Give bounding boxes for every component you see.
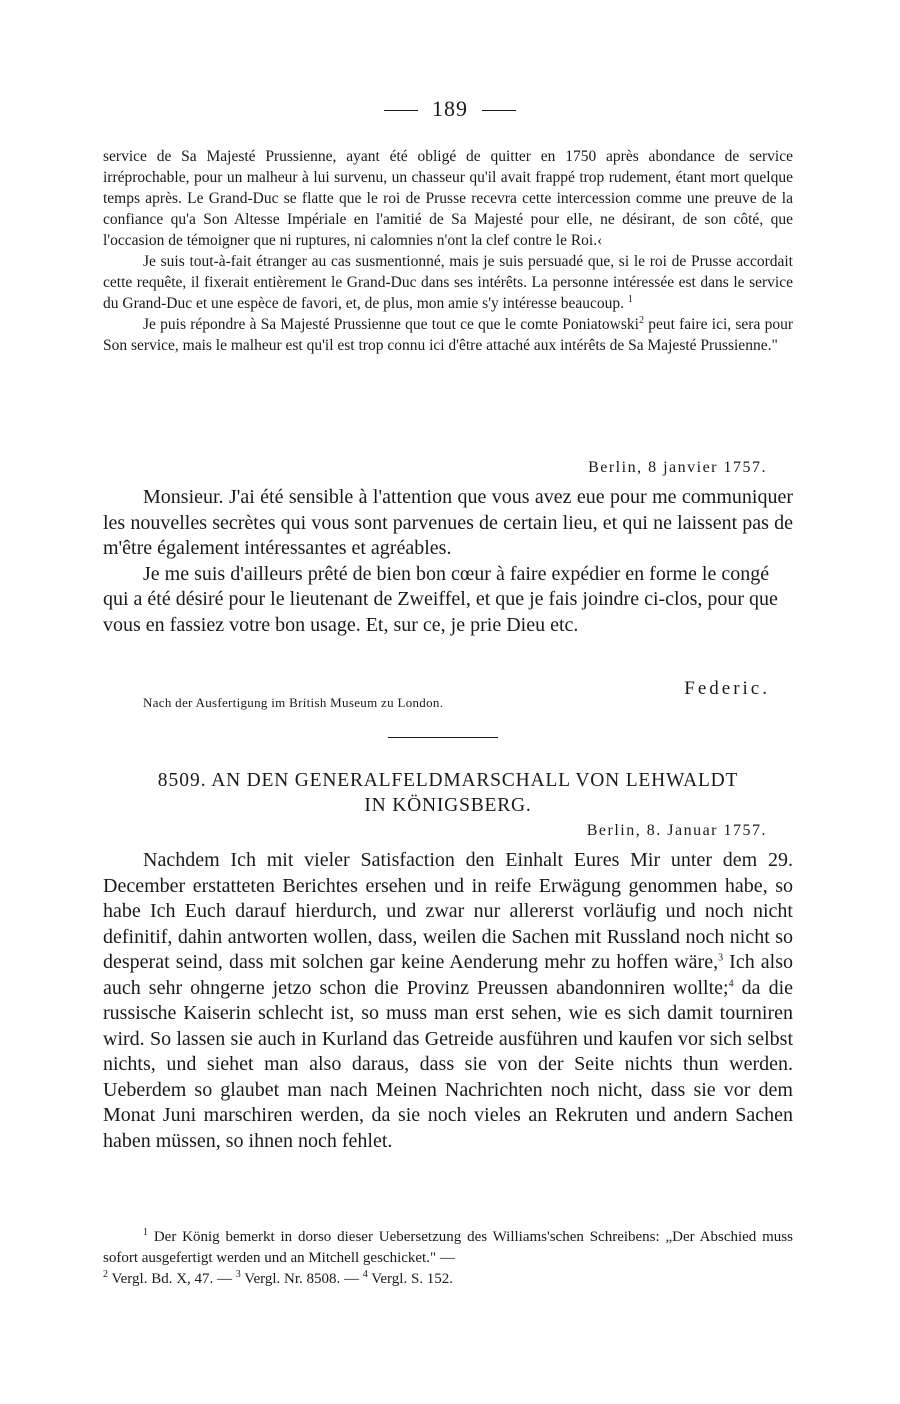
excerpt-paragraph-2: Je suis tout-à-fait étranger au cas susmentionné, mais je suis persuadé que, si le roi de Prusse accordait cette requête, il fixerait entièrement le Grand-Duc dans ses intérêts. La personne intéressée est dans le service du Grand-Duc et une espèce de favori, et, de plus, mon amie s'y intéresse beaucoup. $^1$	[103, 253, 793, 312]
letter1-paragraph-2: Je me suis d'ailleurs prêté de bien bon cœur à faire expédier en forme le congé qui a été désiré pour le lieutenant de Zweiffel, et que je fais joindre ci-clos, pour que vous en fassiez votre bon usage. Et, sur ce, je prie Dieu etc.	[103, 562, 778, 636]
letter1-date: Berlin, 8 janvier 1757.	[588, 459, 767, 476]
letter1-signature: Federic.	[684, 678, 770, 699]
letter2-date: Berlin, 8. Januar 1757.	[586, 822, 767, 839]
letter2-heading-line-2: IN KÖNIGSBERG.	[364, 795, 532, 816]
letter1-body	[103, 485, 793, 638]
letter2-paragraph: Nachdem Ich mit vieler Satisfaction den Einhalt Eures Mir unter dem 29. December erstatteten Berichtes ersehen und in reife Erwägung genommen habe, so habe Ich Euch darauf hierdurch, und zwar nur allererst vorläufig und noch nicht definitif, dahin antworten wollen, dass, weilen die Sachen mit Russland noch nicht so desperat seind, dass mit solchen gar keine Aenderung mehr zu hoffen wäre,$^3$ Ich also auch sehr ohngerne jetzo schon die Provinz Preussen abandonniren wollte;$^4$ da die russische Kaiserin schlecht ist, so muss man erst sehen, wie es sich damit tourniren wird. So lassen sie auch in Kurland das Getreide ausführen und kaufen vor sich selbst nichts, und siehet man also daraus, dass sie von der Seite nichts thun werden. Ueberdem so glaubet man nach Meinen Nachrichten noch nicht, dass sie vor dem Monat Juni marschiren werden, da sie noch vieles an Rekruten und andern Sachen haben müssen, so ihnen noch fehlet.	[103, 849, 793, 1152]
footnotes	[103, 1227, 793, 1290]
letter-excerpt	[103, 146, 793, 356]
page-number	[0, 96, 900, 122]
footnote-ref-4: 4	[728, 977, 734, 989]
letter2-number: 8509.	[157, 770, 207, 791]
footnotes-2-4: $^2$ Vergl. Bd. X, 47. — $^3$ Vergl. Nr. 8508. — $^4$ Vergl. S. 152.	[103, 1269, 454, 1287]
excerpt-paragraph-3: Je puis répondre à Sa Majesté Prussienne que tout ce que le comte Poniatowski$^2$ peut faire ici, sera pour Son service, mais le malheur est qu'il est trop connu ici d'être attaché aux intérêts de Sa Majesté Prussienne."	[103, 314, 793, 354]
footnote-ref-2: 2	[638, 314, 644, 326]
footnote-ref-3: 3	[718, 952, 724, 964]
excerpt-paragraph-1: service de Sa Majesté Prussienne, ayant été obligé de quitter en 1750 après abondance de service irréprochable, pour un malheur à lui survenu, un chasseur qu'il avait frappé trop rudement, étant mort quelque temps après. Le Grand-Duc se flatte que le roi de Prusse recevra cette intercession comme une preuve de la confiance qu'a Son Altesse Impériale en l'amitié de Sa Majesté pour elle, ne désirant, de son côté, que l'occasion de témoigner que ni ruptures, ni calomnies n'ont la clef contre le Roi.‹	[103, 148, 793, 249]
footnote-1: $^1$ Der König bemerkt in dorso dieser Uebersetzung des Williams'schen Schreibens: „Der Abschied muss sofort ausgefertigt werden und an Mitchell geschicket." —	[103, 1227, 793, 1266]
letter1-paragraph-1: Monsieur. J'ai été sensible à l'attention que vous avez eue pour me communiquer les nouvelles secrètes qui vous sont parvenues de certain lieu, et qui ne laissent pas de m'être également intéressantes et agréables.	[103, 486, 793, 559]
letter1-source-note: Nach der Ausfertigung im British Museum zu London.	[143, 695, 444, 710]
letter2-heading	[103, 768, 793, 818]
page-number-rule-right	[482, 110, 516, 111]
page-number-text: 189	[432, 96, 468, 121]
letter2-body	[103, 848, 793, 1154]
footnote-ref-1: 1	[627, 293, 633, 305]
page-number-rule-left	[384, 110, 418, 111]
section-divider	[388, 737, 498, 738]
letter2-heading-line-1: 8509. AN DEN GENERALFELDMARSCHALL VON LEHWALDT	[157, 770, 739, 791]
